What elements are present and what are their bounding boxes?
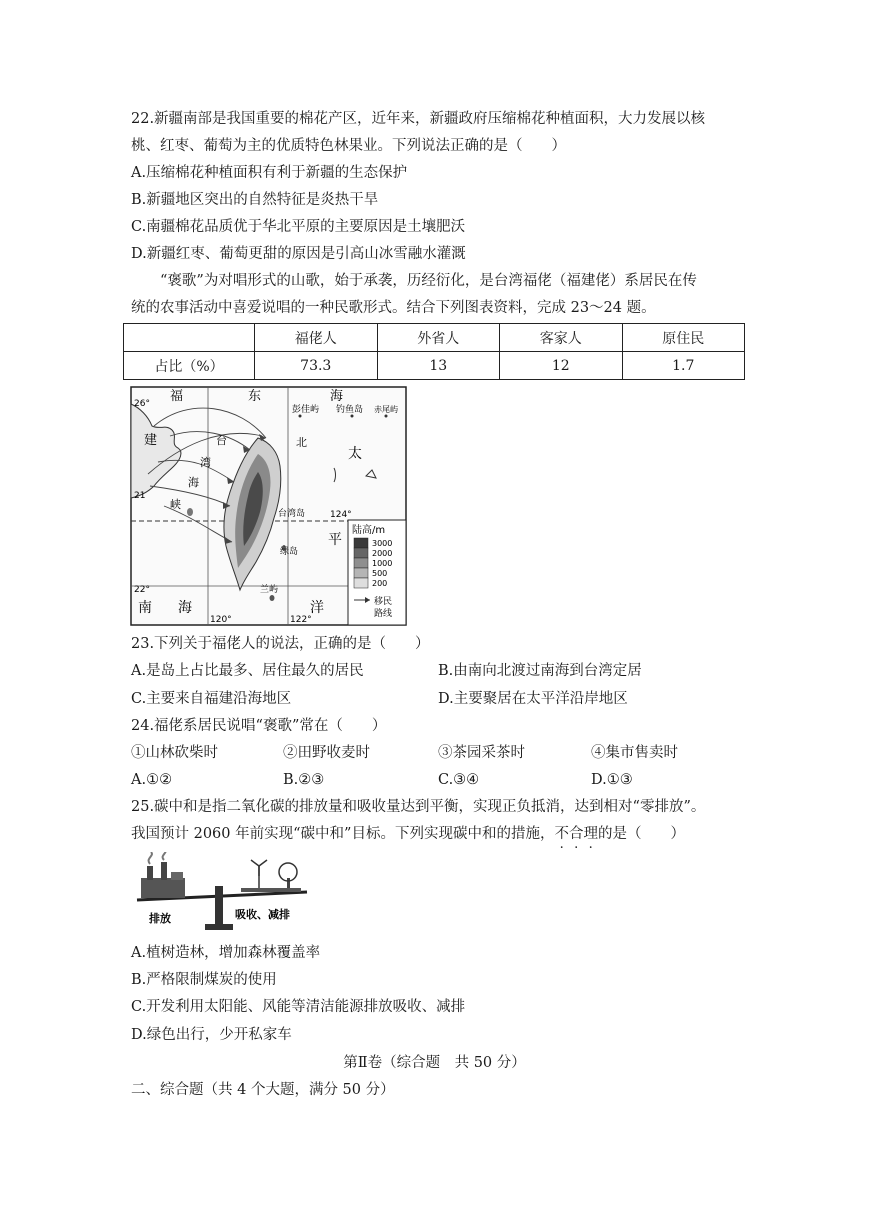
legend-swatch-500 (354, 568, 368, 578)
table-cell: 73.3 (255, 352, 378, 380)
legend-swatch-2000 (354, 548, 368, 558)
map-label-lon-122: 122° (290, 615, 312, 625)
q25-emphasis (554, 826, 598, 842)
q23-stem: 23.下列关于福佬人的说法，正确的是（ ） (131, 636, 430, 652)
q24-item: ②田野收麦时 (283, 745, 370, 761)
q22-option-c: C.南疆棉花品质优于华北平原的主要原因是土壤肥沃 (131, 219, 466, 235)
taiwan-migration-map (130, 386, 407, 626)
map-label-strait-1: 台 (216, 434, 227, 447)
map-label-north: 北 (296, 436, 307, 449)
legend-value: 1000 (372, 559, 393, 568)
map-label-strait-3: 海 (188, 476, 199, 489)
map-label-diaoyu: 钓鱼岛 (336, 405, 364, 415)
q25-stem-pre: 我国预计 2060 年前实现“碳中和”目标。下列实现碳中和的措施， (131, 826, 555, 842)
map-label-chiwei: 赤尾屿 (374, 405, 398, 414)
table-header-cell (124, 324, 255, 352)
q24-item: ①山林砍柴时 (131, 745, 218, 761)
legend-value: 2000 (372, 549, 393, 558)
table-header-cell: 外省人 (377, 324, 500, 352)
chiwei-islet (385, 415, 388, 418)
legend-swatch-200 (354, 578, 368, 588)
map-label-lon-124: 124° (330, 510, 352, 520)
balance-post (215, 886, 223, 926)
q23-option-a: A.是岛上占比最多、居住最久的居民 (131, 663, 364, 679)
legend-route-label-2: 路线 (374, 609, 393, 619)
q22-stem-line2: 桃、红枣、葡萄为主的优质特色林果业。下列说法正确的是（ ） (131, 138, 566, 154)
map-label-pengjia: 彭佳屿 (292, 405, 320, 415)
q25-option-d: D.绿色出行，少开私家车 (131, 1027, 292, 1043)
q22-option-b: B.新疆地区突出的自然特征是炎热干旱 (131, 192, 379, 208)
q24-choices (131, 770, 731, 790)
factory-icon (141, 852, 185, 898)
table-cell: 13 (377, 352, 500, 380)
q25-option-c: C.开发利用太阳能、风能等清洁能源排放吸收、减排 (131, 999, 466, 1015)
legend-title: 陆高/m (352, 525, 386, 536)
q25-emphasis-char: 理 (583, 826, 598, 842)
q24-choice-b: B.②③ (283, 772, 325, 788)
legend-value: 3000 (372, 539, 393, 548)
map-label-strait-4: 峡 (170, 498, 181, 511)
map-label-nan: 南 (138, 600, 152, 616)
q24-stem: 24.福佬系居民说唱“褒歌”常在（ ） (131, 718, 387, 734)
map-label-jian: 建 (144, 433, 158, 448)
map-label-south-hai: 海 (178, 600, 192, 616)
table-cell: 12 (500, 352, 623, 380)
part2-section-heading: 二、综合题（共 4 个大题，满分 50 分） (131, 1082, 395, 1098)
legend-swatch-3000 (354, 538, 368, 548)
map-label-lat-21: 21 (134, 491, 146, 501)
q22-option-d: D.新疆红枣、葡萄更甜的原因是引高山冰雪融水灌溉 (131, 246, 466, 262)
q25-stem-line2 (131, 824, 685, 844)
population-table (123, 323, 745, 380)
map-label-hai: 海 (330, 389, 344, 404)
q25-stem-line1: 25.碳中和是指二氧化碳的排放量和吸收量达到平衡，实现正负抵消，达到相对“零排放”。 (131, 799, 706, 815)
right-pan (241, 888, 301, 892)
legend-swatch-1000 (354, 558, 368, 568)
map-label-orchid-island: 兰屿 (260, 585, 279, 595)
q24-choice-d: D.①③ (591, 772, 633, 788)
label-emission: 排放 (149, 912, 171, 925)
part2-title: 第Ⅱ卷（综合题 共 50 分） (343, 1055, 526, 1071)
table-header-row (124, 324, 745, 352)
passage-line1: “褒歌”为对唱形式的山歌，始于承袭，历经衍化，是台湾福佬（福建佬）系居民在传 (160, 273, 697, 289)
legend-value: 200 (372, 579, 388, 588)
map-label-taiwan-island: 台湾岛 (278, 509, 306, 519)
map-label-lat-22: 22° (134, 585, 150, 595)
balance-base (205, 924, 233, 930)
legend-route-label-1: 移民 (374, 597, 393, 607)
q24-item: ④集市售卖时 (591, 745, 678, 761)
q24-choice-c: C.③④ (438, 772, 480, 788)
q23-option-b: B.由南向北渡过南海到台湾定居 (438, 663, 642, 679)
q24-items (131, 743, 731, 763)
q22-stem-line1: 22.新疆南部是我国重要的棉花产区，近年来，新疆政府压缩棉花种植面积，大力发展以核 (131, 111, 706, 127)
table-header-cell: 客家人 (500, 324, 623, 352)
wind-turbine-icon (251, 860, 267, 890)
q24-item: ③茶园采茶时 (438, 745, 525, 761)
table-header-cell: 福佬人 (255, 324, 378, 352)
map-label-dong: 东 (248, 389, 262, 404)
table-cell: 1.7 (622, 352, 745, 380)
q23-option-c: C.主要来自福建沿海地区 (131, 691, 292, 707)
q25-stem-post: 的是（ ） (597, 826, 685, 842)
map-label-fu: 福 (170, 389, 184, 404)
map-label-ping: 平 (328, 532, 342, 548)
table-row-label: 占比（%） (124, 352, 255, 380)
map-label-tai: 太 (348, 446, 362, 462)
table-row (124, 352, 745, 380)
q25-option-b: B.严格限制煤炭的使用 (131, 972, 277, 988)
q22-option-a: A.压缩棉花种植面积有利于新疆的生态保护 (131, 165, 408, 181)
map-label-lon-120: 120° (210, 615, 232, 625)
orchid-island-shape (270, 595, 275, 601)
tree-icon (279, 863, 297, 890)
carbon-balance-illustration (131, 852, 311, 934)
legend-value: 500 (372, 569, 388, 578)
table-header-cell: 原住民 (622, 324, 745, 352)
penghu-islands (187, 508, 193, 516)
map-label-yang: 洋 (310, 600, 324, 616)
map-label-strait-2: 湾 (200, 456, 211, 469)
q24-choice-a: A.①② (131, 772, 173, 788)
q25-emphasis-char: 合 (568, 826, 584, 842)
passage-line2: 统的农事活动中喜爱说唱的一种民歌形式。结合下列图表资料，完成 23～24 题。 (131, 300, 656, 316)
q25-emphasis-char: 不 (554, 826, 569, 842)
map-label-green-island: 绿岛 (280, 547, 299, 557)
q25-option-a: A.植树造林，增加森林覆盖率 (131, 945, 321, 961)
q23-option-d: D.主要聚居在太平洋沿岸地区 (438, 691, 628, 707)
label-absorb-reduce: 吸收、减排 (235, 908, 290, 921)
map-label-lat-26: 26° (134, 399, 150, 409)
